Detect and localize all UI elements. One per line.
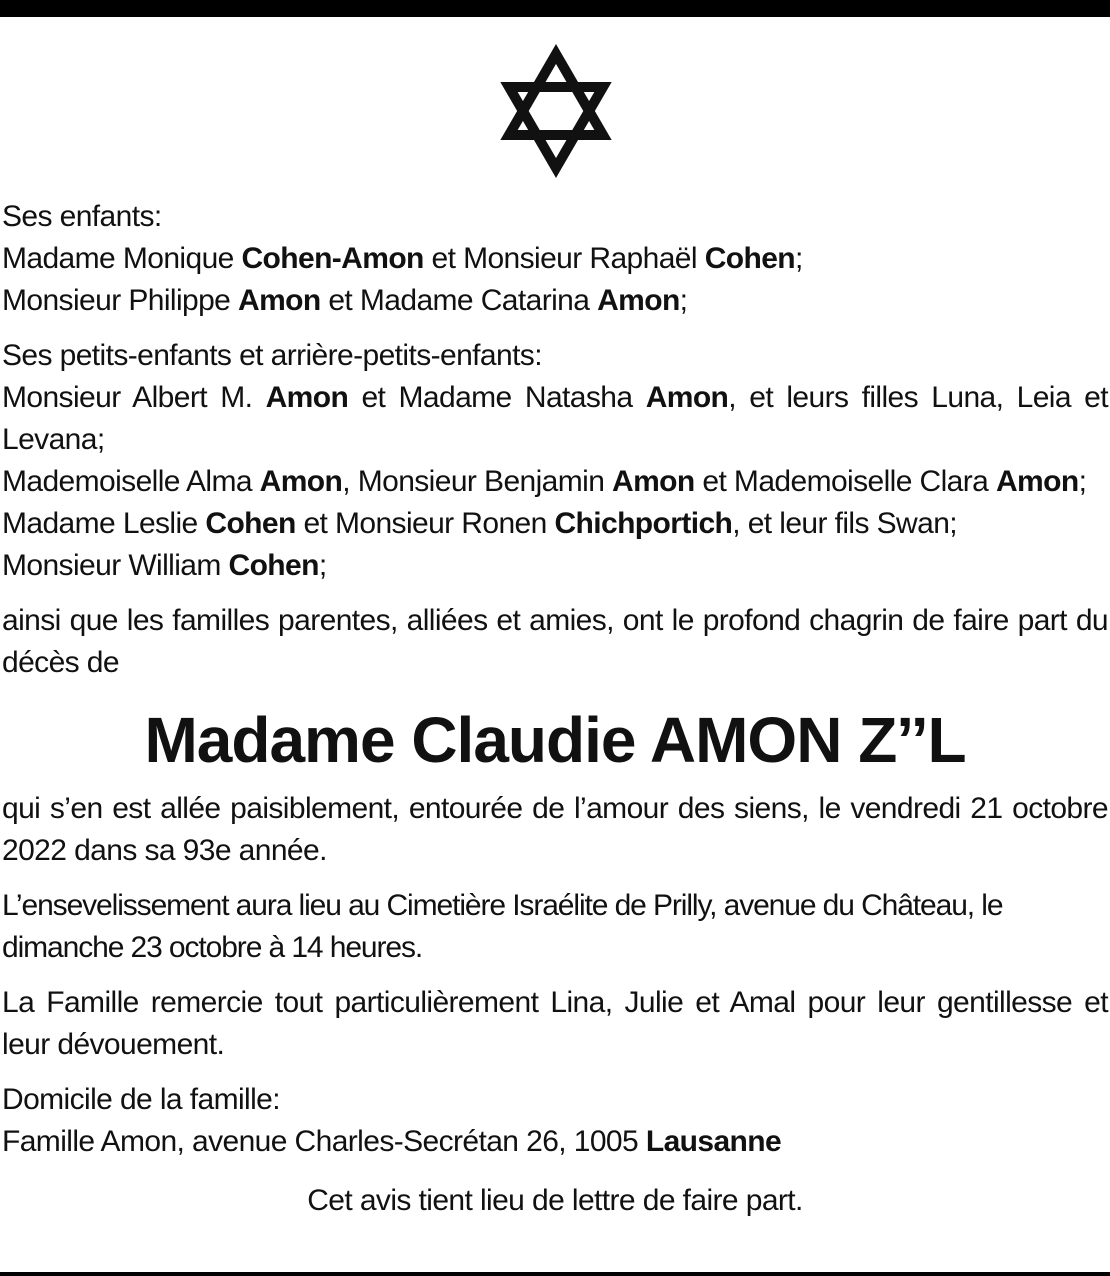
- grandchild-entry: [2, 545, 1108, 587]
- surname: Amon: [612, 465, 695, 498]
- surname: Amon: [259, 465, 343, 498]
- text-segment: ;: [318, 549, 327, 582]
- obituary-body: [2, 196, 1108, 1222]
- text-segment: et Mademoiselle Clara: [694, 465, 996, 498]
- families-paragraph: ainsi que les familles parentes, alliées et amies, ont le profond chagrin de faire part du décès de: [2, 604, 1108, 679]
- surname: Amon: [265, 381, 349, 414]
- grandchildren-list: [2, 377, 1108, 587]
- text-segment: ;: [795, 242, 803, 275]
- surname: Amon: [995, 465, 1079, 498]
- grandchild-entry: [2, 503, 1108, 545]
- surname: Amon: [645, 381, 729, 414]
- text-segment: et Monsieur Ronen: [295, 507, 555, 540]
- top-rule: [0, 0, 1110, 17]
- thanks-paragraph: La Famille remercie tout particulièrement Lina, Julie et Amal pour leur gentillesse et leur dévouement.: [2, 986, 1108, 1061]
- deceased-name: Madame Claudie AMON Z’’L: [144, 704, 966, 776]
- text-segment: , et leurs filles Luna, Leia et Levana;: [2, 381, 1109, 456]
- domicile-line: [2, 1121, 1108, 1163]
- child-entry: [2, 280, 1108, 322]
- burial-paragraph: L’ensevelissement aura lieu au Cimetière Israélite de Prilly, avenue du Château, le dimanche 23 octobre à 14 heures.: [2, 889, 1003, 964]
- surname: Chichportich: [554, 507, 733, 540]
- text-segment: et Madame Catarina: [320, 284, 598, 317]
- text-segment: Monsieur William: [2, 549, 229, 582]
- text-segment: ;: [679, 284, 688, 317]
- children-list: [2, 238, 1108, 322]
- bottom-rule: [0, 1272, 1110, 1276]
- surname: Amon: [597, 284, 680, 317]
- surname: Cohen: [228, 549, 319, 582]
- star-of-david-icon: [496, 44, 616, 178]
- surname: Cohen: [704, 242, 796, 275]
- text-segment: et Monsieur Raphaël: [423, 242, 705, 275]
- text-segment: , et leur fils Swan;: [732, 507, 958, 540]
- surname: Cohen: [205, 507, 296, 540]
- text-segment: Madame Monique: [2, 242, 242, 275]
- domicile-heading: Domicile de la famille:: [2, 1083, 280, 1116]
- domicile-city: Lausanne: [645, 1125, 782, 1158]
- grandchild-entry: [2, 461, 1108, 503]
- closing-note: Cet avis tient lieu de lettre de faire part.: [307, 1184, 803, 1217]
- passing-paragraph: qui s’en est allée paisiblement, entourée de l’amour des siens, le vendredi 21 octobre 2022 dans sa 93e année.: [2, 792, 1108, 867]
- child-entry: [2, 238, 1108, 280]
- text-segment: et Madame Natasha: [348, 381, 646, 414]
- text-segment: Monsieur Philippe: [2, 284, 238, 317]
- text-segment: Monsieur Albert M.: [2, 381, 266, 414]
- text-segment: Mademoiselle Alma: [2, 465, 260, 498]
- surname: Cohen-Amon: [241, 242, 424, 275]
- surname: Amon: [238, 284, 321, 317]
- text-segment: Madame Leslie: [2, 507, 206, 540]
- domicile-address: Famille Amon, avenue Charles-Secrétan 26, 1005: [2, 1125, 646, 1158]
- children-heading: Ses enfants:: [2, 200, 162, 233]
- grandchildren-heading: Ses petits-enfants et arrière-petits-enfants:: [2, 339, 542, 372]
- text-segment: ;: [1078, 465, 1087, 498]
- grandchild-entry: [2, 377, 1108, 461]
- text-segment: , Monsieur Benjamin: [342, 465, 613, 498]
